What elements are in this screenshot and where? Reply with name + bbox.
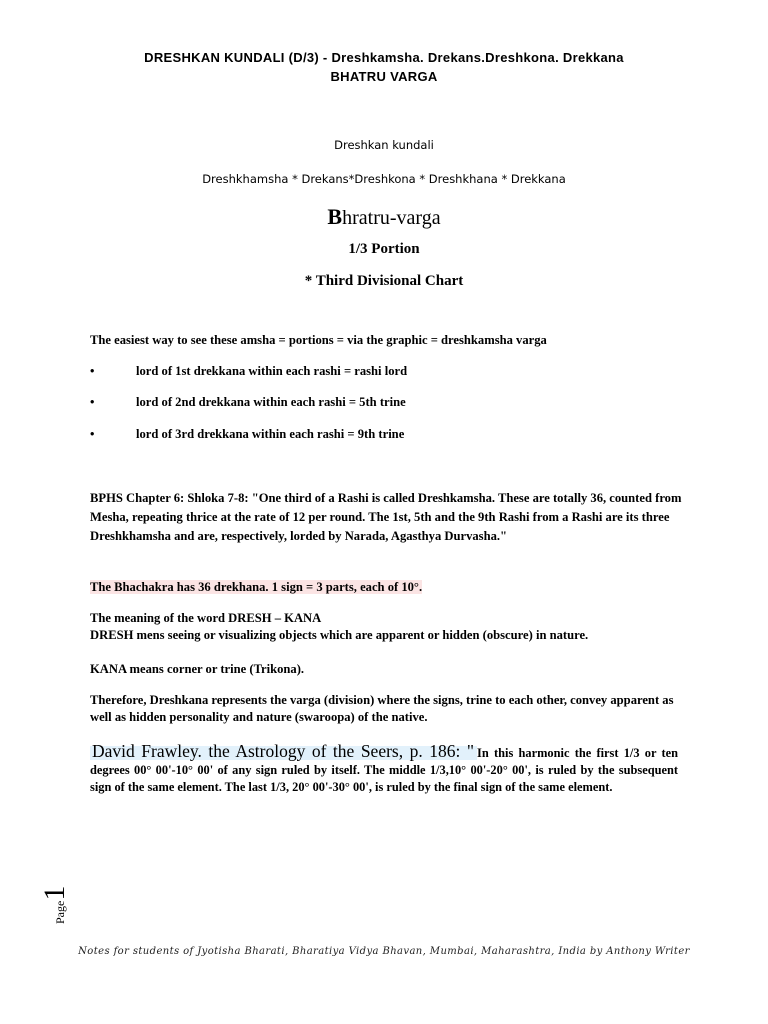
bullet-text: lord of 1st drekkana within each rashi = rashi lord: [136, 364, 408, 378]
intro-text: The easiest way to see these amsha = portions = via the graphic = dreshkamsha varga: [90, 333, 547, 347]
bullet-symbol: •: [90, 395, 95, 409]
subheading-aliases: Dreshkhamsha * Drekans*Dreshkona * Dreshkhana * Drekkana: [202, 172, 566, 186]
page-label: Page: [53, 900, 67, 924]
kana-definition: KANA means corner or trine (Trikona).: [90, 662, 305, 676]
page-number-value: 1: [38, 885, 71, 901]
bullet-symbol: •: [90, 364, 95, 378]
bullet-text: lord of 3rd drekkana within each rashi = 9th trine: [136, 427, 405, 441]
main-title-rest: hratru-varga: [342, 207, 441, 229]
meaning-heading: The meaning of the word DRESH – KANA: [90, 611, 322, 625]
main-title-initial: B: [327, 204, 343, 229]
header-line-2: BHATRU VARGA: [330, 69, 438, 84]
portion-heading: 1/3 Portion: [348, 241, 420, 257]
frawley-citation: [90, 741, 477, 761]
frawley-quote: [90, 743, 678, 796]
therefore-paragraph: Therefore, Dreshkana represents the varga (division) where the signs, trine to each other, convey apparent as well as hidden personality and nature (swaroopa) of the native.: [90, 693, 674, 724]
footer-note: Notes for students of Jyotisha Bharati, Bharatiya Vidya Bhavan, Mumbai, Maharashtra, India by Anthony Writer: [78, 946, 690, 957]
meaning-block: [90, 610, 690, 644]
subheading-title: Dreshkan kundali: [334, 138, 434, 152]
meaning-definition: DRESH mens seeing or visualizing objects which are apparent or hidden (obscure) in nature.: [90, 628, 589, 642]
divisional-heading: * Third Divisional Chart: [304, 273, 464, 289]
bphs-quote: BPHS Chapter 6: Shloka 7-8: "One third of a Rashi is called Dreshkamsha. These are totally 36, counted from Mesha, repeating thrice at the rate of 12 per round. The 1st, 5th and the 9th Rashi from a Rashi are its three Dreshkhamsha and are, respectively, lorded by Narada, Agasthya Durvasha.": [90, 491, 682, 543]
frawley-citation-text: David Frawley. the Astrology of the Seers, p. 186: ": [92, 741, 475, 761]
bullet-symbol: •: [90, 427, 95, 441]
header-line-1: DRESHKAN KUNDALI (D/3) - Dreshkamsha. Drekans.Dreshkona. Drekkana: [144, 50, 624, 65]
frawley-body: In this harmonic the first 1/3 or ten degrees 00° 00'-10° 00' of any sign ruled by itself. The middle 1/3,10° 00'-20° 00', is ruled by the subsequent sign of the same element. The last 1/3, 20° 00'-30° 00', is ruled by the final sign of the same element.: [90, 746, 679, 794]
bullet-text: lord of 2nd drekkana within each rashi = 5th trine: [136, 395, 406, 409]
bhachakra-note: [90, 578, 690, 597]
main-title: [0, 204, 768, 230]
bhachakra-highlight: The Bhachakra has 36 drekhana. 1 sign = 3 parts, each of 10°.: [90, 580, 423, 594]
